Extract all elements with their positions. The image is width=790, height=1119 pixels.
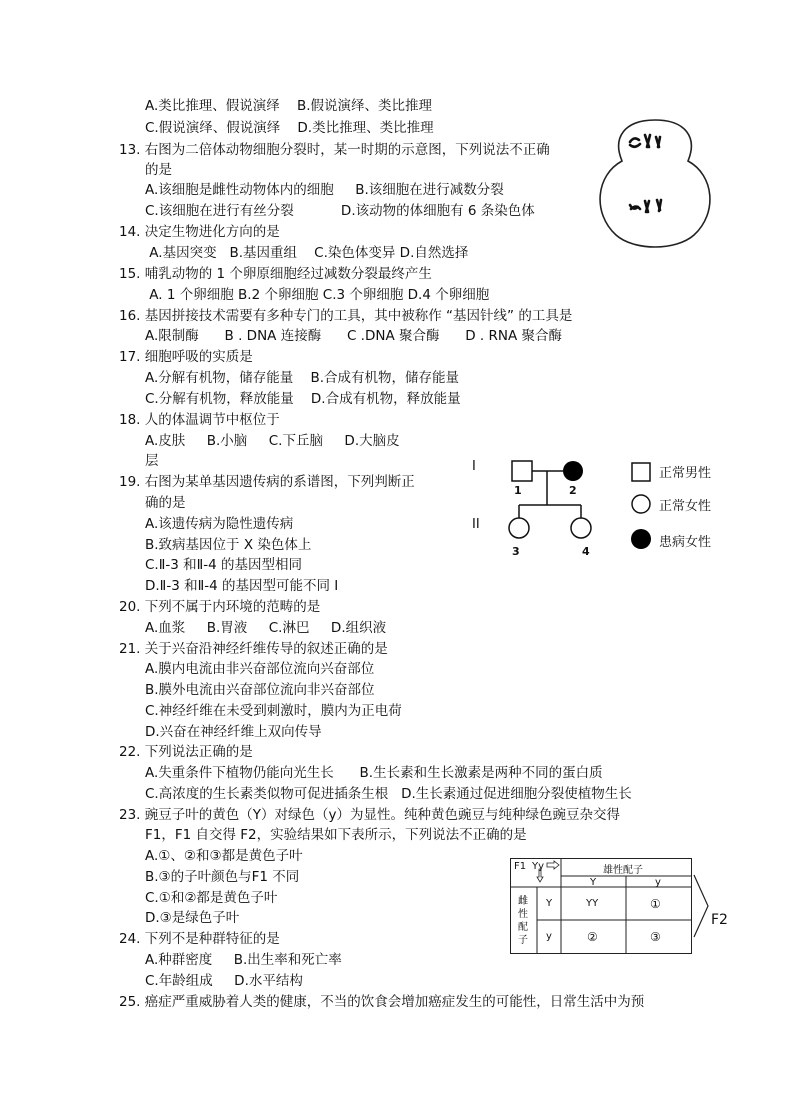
individual-2-affected-female	[563, 461, 583, 481]
q19-option-a: A.该遗传病为隐性遗传病	[145, 516, 294, 532]
generation-i-label: I	[472, 459, 476, 474]
male-gamete-y: y	[655, 877, 661, 888]
cell-YY: YY	[586, 898, 599, 909]
q18-stem: 18. 人的体温调节中枢位于	[119, 412, 280, 428]
q23-option-d: D.③是绿色子叶	[145, 910, 240, 926]
q23-option-b: B.③的子叶颜色与F1 不同	[145, 869, 300, 885]
q19-stem-cont: 确的是	[145, 495, 186, 511]
q22-stem: 22. 下列说法正确的是	[119, 744, 253, 760]
female-gamete-y: y	[546, 931, 552, 942]
q13-stem: 13. 右图为二倍体动物细胞分裂时，某一时期的示意图，下列说法不正确	[119, 142, 550, 158]
punnett-square	[510, 858, 692, 954]
q13-stem-cont: 的是	[145, 162, 172, 178]
individual-2-number: 2	[569, 484, 577, 497]
legend-square-icon	[632, 463, 650, 481]
cell-1: ①	[650, 897, 661, 911]
q15-options: A. 1 个卵细胞 B.2 个卵细胞 C.3 个卵细胞 D.4 个卵细胞	[145, 287, 490, 303]
generation-ii-label: II	[472, 517, 480, 532]
q24-options-cd: C.年龄组成 D.水平结构	[145, 973, 303, 989]
q21-option-b: B.膜外电流由兴奋部位流向非兴奋部位	[145, 682, 375, 698]
chromosomes-top	[630, 135, 660, 147]
cell-division-figure	[590, 117, 720, 252]
male-gametes-header: 雄性配子	[603, 865, 643, 876]
individual-1-normal-male	[512, 461, 532, 481]
q12-options-ab: A.类比推理、假说演绎 B.假说演绎、类比推理	[145, 98, 433, 114]
legend-normal-female: 正常女性	[659, 499, 712, 514]
male-gamete-Y: Y	[590, 877, 597, 888]
f1-genotype: Yy	[532, 861, 545, 872]
q21-option-a: A.膜内电流由非兴奋部位流向兴奋部位	[145, 661, 375, 677]
chromosomes-bottom	[630, 200, 661, 212]
f2-bracket	[692, 873, 712, 939]
q21-stem: 21. 关于兴奋沿神经纤维传导的叙述正确的是	[119, 641, 388, 657]
individual-3-normal-female	[509, 518, 529, 538]
q14-options: A.基因突变 B.基因重组 C.染色体变异 D.自然选择	[145, 245, 469, 261]
pedigree-chart	[465, 455, 735, 565]
female-gamete-Y: Y	[546, 898, 553, 909]
q19-stem: 19. 右图为某单基因遗传病的系谱图，下列判断正	[119, 474, 415, 490]
q24-stem: 24. 下列不是种群特征的是	[119, 931, 280, 947]
q23-stem-cont: F1，F1 自交得 F2，实验结果如下表所示，下列说法不正确的是	[145, 827, 527, 843]
q18-options-cont: 层	[145, 453, 159, 469]
q20-options: A.血浆 B.胃液 C.淋巴 D.组织液	[145, 620, 387, 636]
q21-option-c: C.神经纤维在未受到刺激时，膜内为正电荷	[145, 703, 402, 719]
q16-options: A.限制酶 B . DNA 连接酶 C .DNA 聚合酶 D . RNA 聚合酶	[145, 328, 562, 344]
q17-options-ab: A.分解有机物，储存能量 B.合成有机物，储存能量	[145, 370, 460, 386]
q14-stem: 14. 决定生物进化方向的是	[119, 224, 280, 240]
q23-option-a: A.①、②和③都是黄色子叶	[145, 848, 303, 864]
q19-option-c: C.Ⅱ-3 和Ⅱ-4 的基因型相同	[145, 557, 303, 573]
q24-options-ab: A.种群密度 B.出生率和死亡率	[145, 952, 342, 968]
f1-label: F1	[514, 861, 527, 872]
individual-1-number: 1	[514, 484, 522, 497]
q22-options-ab: A.失重条件下植物仍能向光生长 B.生长素和生长激素是两种不同的蛋白质	[145, 765, 603, 781]
individual-4-number: 4	[582, 545, 590, 558]
q22-options-cd: C.高浓度的生长素类似物可促进插条生根 D.生长素通过促进细胞分裂使植物生长	[145, 786, 632, 802]
q17-options-cd: C.分解有机物，释放能量 D.合成有机物，释放能量	[145, 391, 461, 407]
cell-3: ③	[650, 930, 661, 944]
q16-stem: 16. 基因拼接技术需要有多种专门的工具，其中被称作 “基因针线” 的工具是	[119, 308, 573, 324]
q15-stem: 15. 哺乳动物的 1 个卵原细胞经过减数分裂最终产生	[119, 266, 432, 282]
female-gametes-header: 雌性配子	[518, 896, 528, 946]
q23-option-c: C.①和②都是黄色子叶	[145, 890, 278, 906]
q13-options-cd: C.该细胞在进行有丝分裂 D.该动物的体细胞有 6 条染色体	[145, 203, 535, 219]
legend-circle-icon	[632, 495, 650, 513]
cell-outline	[600, 120, 710, 247]
legend-affected-female: 患病女性	[659, 535, 712, 550]
legend-normal-male: 正常男性	[659, 466, 712, 481]
q21-option-d: D.兴奋在神经纤维上双向传导	[145, 724, 322, 740]
legend-filled-circle-icon	[631, 529, 651, 549]
individual-4-normal-female	[571, 518, 591, 538]
q25-stem: 25. 癌症严重威胁着人类的健康，不当的饮食会增加癌症发生的可能性，日常生活中为预	[119, 994, 645, 1010]
q23-stem: 23. 豌豆子叶的黄色（Y）对绿色（y）为显性。纯种黄色豌豆与纯种绿色豌豆杂交得	[119, 807, 620, 823]
q18-options: A.皮肤 B.小脑 C.下丘脑 D.大脑皮	[145, 433, 400, 449]
arrow-right-icon	[547, 861, 559, 869]
individual-3-number: 3	[512, 545, 520, 558]
q17-stem: 17. 细胞呼吸的实质是	[119, 349, 253, 365]
cell-2: ②	[587, 930, 598, 944]
q13-options-ab: A.该细胞是雌性动物体内的细胞 B.该细胞在进行减数分裂	[145, 182, 504, 198]
f2-label: F2	[711, 912, 728, 928]
q19-option-d: D.Ⅱ-3 和Ⅱ-4 的基因型可能不同 I	[145, 578, 339, 594]
q20-stem: 20. 下列不属于内环境的范畴的是	[119, 599, 321, 615]
q19-option-b: B.致病基因位于 X 染色体上	[145, 537, 312, 553]
q12-options-cd: C.假说演绎、假说演绎 D.类比推理、类比推理	[145, 120, 434, 136]
